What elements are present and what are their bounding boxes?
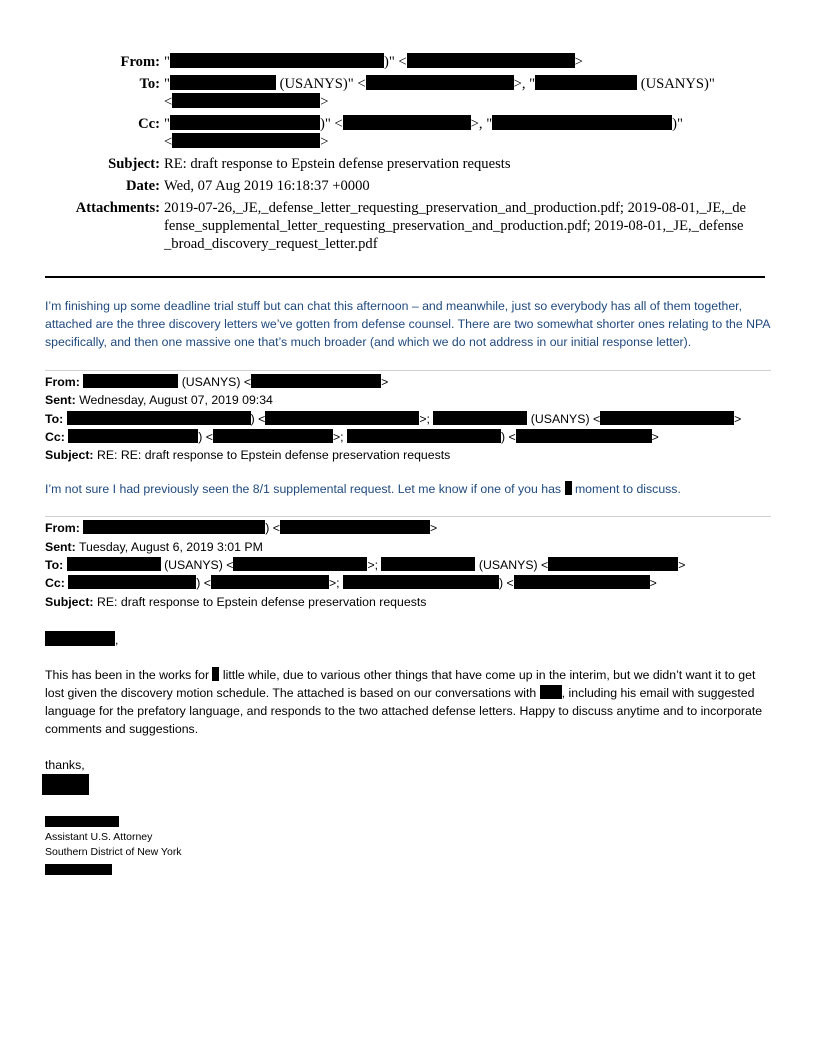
message-3-body-text: little while, due to various other things that have come up in the interim, but we didn’t want it to get lost given the discovery motion schedule. The attached is based on our conversations with [45,667,756,700]
redaction [45,816,119,827]
redaction [343,575,499,589]
email-header [40,53,770,257]
redaction [42,774,89,795]
redaction [211,575,329,589]
redaction [172,133,320,148]
to-org: (USANYS) [530,411,590,426]
redaction [68,575,196,589]
message-3-header [45,519,775,610]
to-label: To: [139,76,160,92]
redaction [433,411,527,425]
redaction [170,75,276,90]
redaction [366,75,514,90]
redaction [381,557,475,571]
header-attachments-row [40,199,770,253]
date-label: Date: [125,178,160,194]
attachments-text: 2019-07-26,_JE,_defense_letter_requesting_preservation_and_production.pdf; 2019-08-01,_JE,_defense_supplemental_letter_requesting_preservation_and_production.pdf; 2019-08-01,_JE,_defense_broad_discovery_request_letter.pdf [164,200,746,252]
subject-text: RE: draft response to Epstein defense preservation requests [164,156,511,172]
to-label: To: [45,411,64,426]
msg3-from-row: From: ) < > [45,521,438,536]
from-label: From: [45,521,80,536]
message-3-greeting: , [45,631,775,649]
from-org: (USANYS) [181,375,241,389]
subject-label: Subject: [45,448,94,463]
msg2-subject-row [45,446,775,464]
redaction [67,411,251,425]
redaction [83,520,265,534]
to-org: (USANYS)" [640,76,715,92]
redaction [516,429,652,443]
redaction [172,93,320,108]
msg2-to-row: To: ) < >; (USANYS) < > [45,411,742,426]
header-from-row: From: " )" < > [40,53,770,71]
message-separator [45,370,771,371]
signature-initials-redaction [42,774,775,798]
signature-office: Southern District of New York [45,845,182,858]
redaction [68,429,198,443]
subject-label: Subject: [45,594,94,609]
redaction [600,411,734,425]
redaction [213,429,333,443]
to-org: (USANYS)" [279,76,354,92]
redaction [540,685,562,699]
redaction [83,374,178,388]
redaction [347,429,501,443]
to-org: (USANYS) [164,558,223,573]
header-subject-row [40,155,770,173]
closing: thanks, [45,757,85,772]
header-date-row [40,177,770,195]
msg3-subject-row [45,593,775,611]
subject-label: Subject: [108,156,160,172]
msg2-sent-row [45,391,775,409]
email-body [45,297,775,878]
sent-text: Tuesday, August 6, 2019 3:01 PM [78,539,263,554]
cc-label: Cc: [45,429,65,444]
header-divider [45,276,765,278]
redaction [565,481,572,495]
message-3-body-text: , including his email with suggested language for the prefatory language, and responds to the two attached defense letters. Happy to discuss anytime and to incorporate comments and suggestions. [45,685,763,736]
redaction [548,557,678,571]
message-3-body [45,666,773,738]
sent-label: Sent: [45,539,76,554]
message-2-body-text: I’m not sure I had previously seen the 8/1 supplemental request. Let me know if one of you has [45,482,562,497]
header-to-row: To: " (USANYS)" < >, " (USANYS)" < > [40,75,770,111]
redaction [492,115,672,130]
redaction [170,115,320,130]
redaction [212,667,219,681]
message-2-body [45,480,775,498]
message-1-body: I’m finishing up some deadline trial stuff but can chat this afternoon – and meanwhile, just so everybody has all of them together, attached are the three discovery letters we’ve gotten from defense counsel. There are two somewhat shorter ones relating to the NPA specifically, and then one massive one that’s much broader (and which we do not address in our initial response letter). [45,299,770,349]
redaction [407,53,575,68]
sent-label: Sent: [45,393,76,408]
msg3-to-row: To: (USANYS) < >; (USANYS) < > [45,558,686,573]
signature-block [45,812,775,878]
redaction [45,864,112,875]
from-label: From: [120,54,160,70]
header-cc-row: Cc: " )" < >, " )" < > [40,115,770,151]
message-2-header [45,373,775,464]
redaction [233,557,367,571]
signature-title: Assistant U.S. Attorney [45,830,153,843]
redaction [251,374,381,388]
date-text: Wed, 07 Aug 2019 16:18:37 +0000 [164,178,370,194]
subject-text: RE: draft response to Epstein defense preservation requests [96,594,427,609]
message-3-body-text: This has been in the works for [45,667,210,682]
redaction [514,575,650,589]
msg3-cc-row: Cc: ) < >; ) < > [45,576,657,591]
message-separator [45,516,771,517]
sent-text: Wednesday, August 07, 2019 09:34 [79,393,273,408]
cc-label: Cc: [45,576,65,591]
attachments-label: Attachments: [75,200,160,216]
msg2-from-row: From: (USANYS) < > [45,375,389,389]
redaction [265,411,419,425]
redaction [170,53,384,68]
redaction [67,557,161,571]
redaction [343,115,471,130]
redaction [280,520,430,534]
to-label: To: [45,558,64,573]
redaction [535,75,637,90]
cc-label: Cc: [138,116,160,132]
msg2-cc-row: Cc: ) < >; ) < > [45,429,659,444]
subject-text: RE: RE: draft response to Epstein defense preservation requests [96,448,451,463]
msg3-sent-row [45,538,775,556]
redaction [45,631,115,646]
message-2-body-text: moment to discuss. [574,482,681,497]
from-label: From: [45,375,80,389]
to-org: (USANYS) [478,558,538,573]
